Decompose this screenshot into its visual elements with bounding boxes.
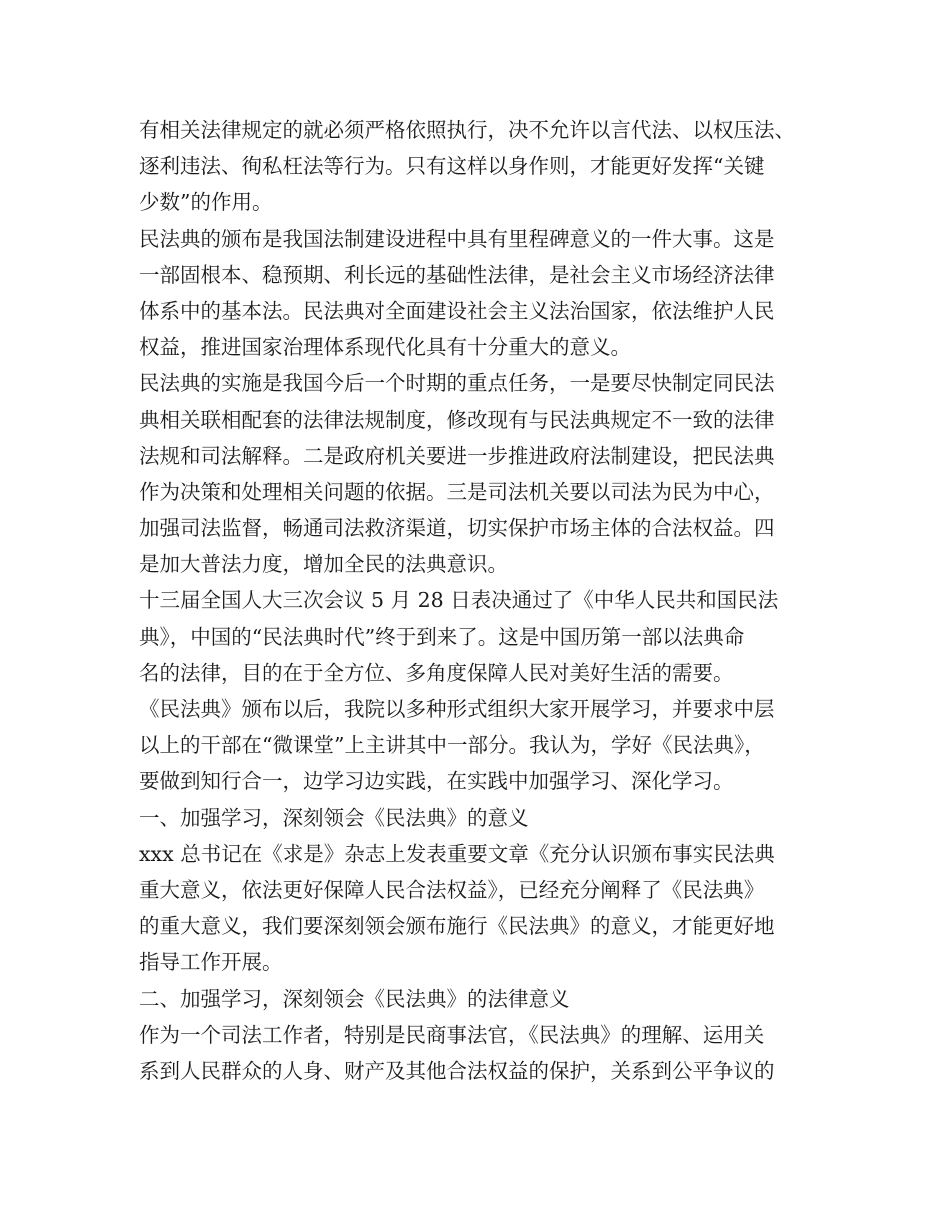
text-line: 以上的干部在“微课堂”上主讲其中一部分。我认为，学好《民法典》， bbox=[139, 733, 765, 758]
text-line: 典》，中国的“民法典时代”终于到来了。这是中国历第一部以法典命 bbox=[139, 624, 745, 649]
text-line: 法规和司法解释。二是政府机关要进一步推进政府法制建设，把民法典 bbox=[139, 443, 775, 468]
section-heading: 二、加强学习，深刻领会《民法典》的法律意义 bbox=[139, 986, 570, 1011]
text-line: 少数”的作用。 bbox=[139, 190, 273, 215]
text-line: 民法典的实施是我国今后一个时期的重点任务，一是要尽快制定同民法 bbox=[139, 371, 775, 396]
text-line: 一部固根本、稳预期、利长远的基础性法律，是社会主义市场经济法律 bbox=[139, 262, 775, 287]
text-line: 的重大意义，我们要深刻领会颁布施行《民法典》的意义，才能更好地 bbox=[139, 914, 775, 939]
text-line: xxx 总书记在《求是》杂志上发表重要文章《充分认识颁布事实民法典 bbox=[139, 841, 775, 866]
text-line: 权益，推进国家治理体系现代化具有十分重大的意义。 bbox=[139, 335, 631, 360]
text-line: 有相关法律规定的就必须严格依照执行，决不允许以言代法、以权压法、 bbox=[139, 118, 795, 142]
text-line: 逐利违法、徇私枉法等行为。只有这样以身作则，才能更好发挥“关键 bbox=[139, 154, 765, 179]
text-line: 体系中的基本法。民法典对全面建设社会主义法治国家，依法维护人民 bbox=[139, 298, 775, 323]
text-line: 十三届全国人大三次会议 5 月 28 日表决通过了《中华人民共和国民法 bbox=[139, 588, 779, 613]
text-line: 民法典的颁布是我国法制建设进程中具有里程碑意义的一件大事。这是 bbox=[139, 226, 775, 251]
text-line: 《民法典》颁布以后，我院以多种形式组织大家开展学习，并要求中层 bbox=[139, 697, 775, 721]
document-body bbox=[139, 112, 829, 1089]
text-line: 指导工作开展。 bbox=[139, 950, 283, 975]
section-heading: 一、加强学习，深刻领会《民法典》的意义 bbox=[139, 805, 529, 830]
text-line: 作为一个司法工作者，特别是民商事法官，《民法典》的理解、运用关 bbox=[139, 1022, 765, 1047]
text-line: 系到人民群众的人身、财产及其他合法权益的保护，关系到公平争议的 bbox=[139, 1058, 775, 1083]
text-line: 名的法律，目的在于全方位、多角度保障人民对美好生活的需要。 bbox=[139, 660, 734, 685]
text-line: 典相关联相配套的法律法规制度，修改现有与民法典规定不一致的法律 bbox=[139, 407, 775, 432]
text-line: 作为决策和处理相关问题的依据。三是司法机关要以司法为民为中心， bbox=[139, 479, 775, 504]
text-line: 重大意义，依法更好保障人民合法权益》，已经充分阐释了《民法典》 bbox=[139, 877, 765, 902]
text-line: 加强司法监督，畅通司法救济渠道，切实保护市场主体的合法权益。四 bbox=[139, 516, 775, 541]
text-line: 要做到知行合一，边学习边实践，在实践中加强学习、深化学习。 bbox=[139, 769, 734, 794]
text-line: 是加大普法力度，增加全民的法典意识。 bbox=[139, 552, 508, 577]
